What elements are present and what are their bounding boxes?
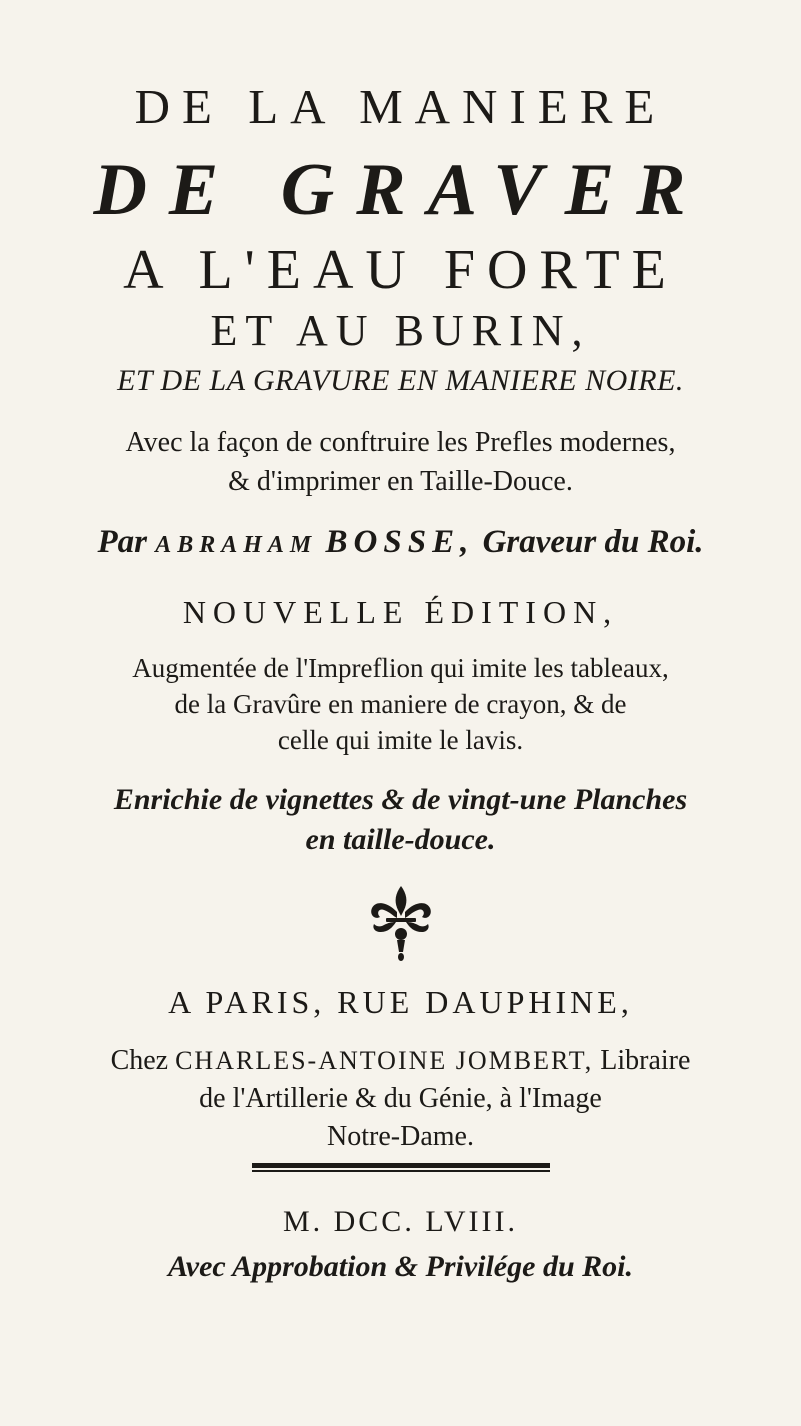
- title-line-3: A L'EAU FORTE: [123, 239, 678, 301]
- date-line: M. DCC. LVIII.: [282, 1205, 519, 1238]
- title-line-1: DE LA MANIERE: [134, 79, 667, 134]
- title-line-4: ET AU BURIN,: [210, 306, 591, 355]
- presses-line-1: Avec la façon de conftruire les Prefles modernes,: [125, 427, 676, 458]
- divider-rule-thin: [252, 1170, 550, 1172]
- title-line-2: DE GRAVER: [93, 149, 708, 231]
- publisher-line-3: Notre-Dame.: [327, 1121, 474, 1152]
- presses-line-2: & d'imprimer en Taille-Douce.: [228, 466, 573, 497]
- author-last-name: BOSSE,: [325, 524, 475, 560]
- publisher-suffix: Libraire: [600, 1045, 691, 1076]
- author-first-name: ABRAHAM: [155, 532, 318, 558]
- augment-line-1: Augmentée de l'Impreflion qui imite les tableaux,: [132, 653, 669, 683]
- augment-line-2: de la Gravûre en maniere de crayon, & de: [174, 689, 627, 719]
- publisher-line-2: de l'Artillerie & du Génie, à l'Image: [199, 1083, 602, 1114]
- author-title: Graveur du Roi.: [482, 524, 704, 560]
- place-line: A PARIS, RUE DAUPHINE,: [168, 984, 633, 1020]
- privilege-line: Avec Approbation & Privilége du Roi.: [168, 1250, 633, 1283]
- fleur-de-lis-vignette-icon: [366, 882, 436, 962]
- author-line: [0, 524, 801, 561]
- enrich-line-2: en taille-douce.: [305, 823, 496, 856]
- augment-line-3: celle qui imite le lavis.: [277, 725, 524, 755]
- divider-rule-thick: [252, 1163, 550, 1168]
- enrich-line-1: Enrichie de vignettes & de vingt-une Planches: [113, 783, 688, 816]
- divider-rule: [252, 1163, 550, 1173]
- edition-line: NOUVELLE ÉDITION,: [182, 594, 619, 630]
- author-prefix: Par: [97, 524, 147, 560]
- publisher-name: CHARLES-ANTOINE JOMBERT,: [175, 1046, 594, 1075]
- publisher-prefix: Chez: [110, 1045, 169, 1076]
- publisher-line-1: [0, 1045, 801, 1077]
- title-line-5: ET DE LA GRAVURE EN MANIERE NOIRE.: [117, 364, 684, 397]
